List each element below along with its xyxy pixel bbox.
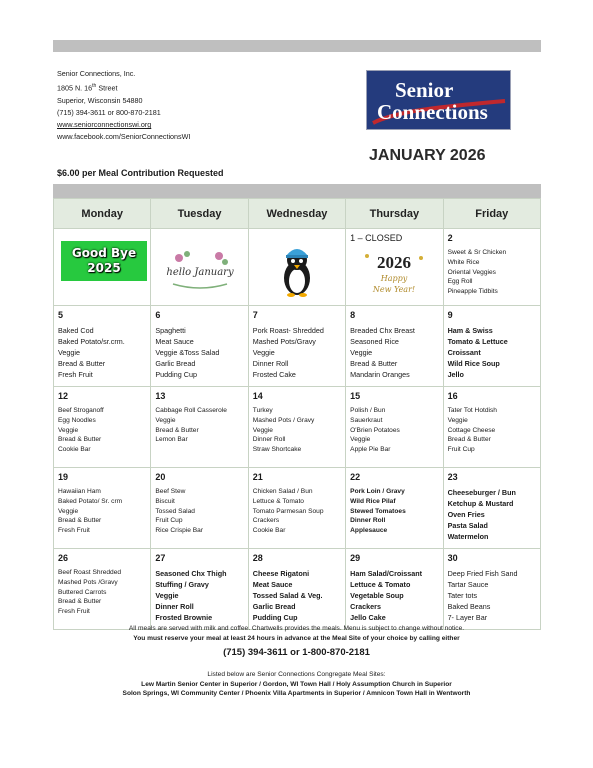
- menu-item: Ham & Swiss: [447, 326, 493, 335]
- menu-item: Fruit Cup: [155, 517, 183, 525]
- contribution-note: $6.00 per Meal Contribution Requested: [57, 168, 224, 178]
- mid-divider-bar: [53, 184, 541, 198]
- day-cell-29: [346, 549, 443, 630]
- menu-item: Cottage Cheese: [447, 426, 496, 434]
- menu-item: Spaghetti: [155, 326, 186, 335]
- menu-item: Beef Stroganoff: [58, 407, 104, 414]
- menu-item: Breaded Chx Breast: [350, 326, 415, 335]
- menu-item: Hawaiian Ham: [58, 488, 101, 495]
- menu-item: Tomato & Lettuce: [447, 337, 508, 346]
- menu-item: Tossed Salad: [155, 507, 195, 515]
- day-header-friday: Friday: [443, 199, 540, 229]
- day-number: 8: [350, 310, 356, 320]
- day-number: 21: [252, 472, 263, 482]
- menu-item: Bread & Butter: [58, 598, 102, 606]
- day-cell-9: [443, 306, 540, 387]
- menu-item: Frosted Cake: [252, 370, 296, 379]
- logo-text-senior: Senior: [395, 78, 454, 102]
- day-number: 30: [447, 553, 458, 563]
- day-cell-8: [346, 306, 443, 387]
- day-cell-12: [54, 387, 151, 468]
- menu-item: Fresh Fruit: [58, 527, 90, 535]
- day-number: 26: [58, 553, 69, 563]
- day-cell-21: [248, 468, 345, 549]
- menu-item: Baked Beans: [447, 602, 491, 611]
- menu-item: Pork Loin / Gravy: [350, 488, 405, 495]
- day-number: 15: [350, 391, 361, 401]
- menu-item: Polish / Bun: [350, 407, 386, 414]
- day-number: 27: [155, 553, 166, 563]
- penguin-icon: [277, 244, 317, 298]
- menu-item: Bread & Butter: [155, 426, 199, 434]
- menu-item: Crackers: [350, 602, 381, 611]
- menu-item: Dinner Roll: [350, 517, 386, 525]
- org-city: Superior, Wisconsin 54880: [57, 95, 143, 105]
- menu-calendar: [53, 198, 541, 630]
- menu-item: Mashed Pots / Gravy: [252, 416, 315, 424]
- menu-item: White Rice: [447, 258, 480, 266]
- menu-item: Dinner Roll: [252, 359, 289, 368]
- day-number: 23: [447, 472, 458, 482]
- day-number: 5: [58, 310, 64, 320]
- svg-text:2026: 2026: [377, 253, 412, 272]
- menu-item: Beef Stew: [155, 488, 186, 495]
- menu-item: Bread & Butter: [58, 359, 106, 368]
- day-number: 13: [155, 391, 166, 401]
- day-cell-7: [248, 306, 345, 387]
- org-name: Senior Connections, Inc.: [57, 69, 136, 78]
- day-header-thursday: Thursday: [346, 199, 443, 229]
- reservation-notice: You must reserve your meal at least 24 hours in advance at the Meal Site of your choice by calling either: [133, 634, 460, 642]
- menu-item: Cabbage Roll Casserole: [155, 407, 227, 414]
- day-cell-19: [54, 468, 151, 549]
- menu-item: Buttered Carrots: [58, 588, 107, 596]
- top-divider-bar: [53, 40, 541, 52]
- day-cell-20: [151, 468, 248, 549]
- menu-item: Tater tots: [447, 591, 478, 600]
- website-link[interactable]: www.seniorconnectionswi.org: [57, 120, 152, 130]
- menu-item: Mashed Pots/Gravy: [252, 337, 316, 346]
- day-cell-6: [151, 306, 248, 387]
- menu-item: Ketchup & Mustard: [447, 499, 514, 508]
- menu-item: Veggie: [58, 426, 79, 434]
- menu-item: Egg Roll: [447, 278, 473, 286]
- day-cell-15: [346, 387, 443, 468]
- menu-item: Veggie: [58, 507, 79, 515]
- day-cell-16: [443, 387, 540, 468]
- menu-item: O'Brien Potatoes: [350, 426, 400, 434]
- svg-text:New Year!: New Year!: [373, 285, 416, 294]
- facebook-link[interactable]: www.facebook.com/SeniorConnectionsWI: [57, 132, 191, 142]
- menu-item: Bread & Butter: [350, 359, 398, 368]
- menu-item: Bread & Butter: [58, 517, 102, 525]
- menu-item: Garlic Bread: [155, 359, 196, 368]
- menu-item: Cheese Rigatoni: [252, 569, 310, 578]
- menu-item: Dinner Roll: [155, 602, 194, 611]
- menu-item: Beef Roast Shredded: [58, 569, 122, 576]
- menu-item: Crackers: [252, 517, 280, 525]
- menu-item: Bread & Butter: [58, 436, 102, 444]
- menu-item: Croissant: [447, 348, 481, 357]
- menu-item: Pudding Cup: [155, 370, 197, 379]
- menu-item: Chicken Salad / Bun: [252, 488, 313, 495]
- menu-item: Jello: [447, 370, 464, 379]
- menu-item: Baked Potato/sr.crm.: [58, 337, 125, 346]
- day-cell-2: [443, 229, 540, 306]
- day-header-wednesday: Wednesday: [248, 199, 345, 229]
- menu-item: Turkey: [252, 407, 273, 414]
- menu-item: Stuffing / Gravy: [155, 580, 209, 589]
- menu-item: Veggie: [252, 426, 273, 434]
- senior-connections-logo: [366, 70, 511, 130]
- menu-item: Baked Cod: [58, 326, 94, 335]
- menu-item: Cookie Bar: [252, 527, 286, 535]
- day-number: 20: [155, 472, 166, 482]
- menu-item: Bread & Butter: [447, 436, 491, 444]
- svg-text:hello January: hello January: [165, 267, 234, 278]
- day-number: 7: [252, 310, 258, 320]
- menu-item: Wild Rice Soup: [447, 359, 500, 368]
- menu-item: Lettuce & Tomato: [350, 580, 411, 589]
- day-cell-hello-january: [151, 229, 248, 306]
- svg-text:Happy: Happy: [381, 274, 408, 283]
- day-cell-26: [54, 549, 151, 630]
- menu-item: Mandarin Oranges: [350, 370, 410, 379]
- day-cell-14: [248, 387, 345, 468]
- meal-sites-heading: Listed below are Senior Connections Congregate Meal Sites:: [207, 671, 386, 678]
- menu-item: Cheeseburger / Bun: [447, 488, 516, 497]
- day-cell-13: [151, 387, 248, 468]
- menu-item: Pork Roast- Shredded: [252, 326, 324, 335]
- day-number: 6: [155, 310, 161, 320]
- week-row-3: [54, 387, 541, 468]
- menu-item: 7- Layer Bar: [447, 613, 488, 622]
- org-info: [57, 68, 190, 144]
- menu-item: Sauerkraut: [350, 416, 383, 424]
- menu-item: Fresh Fruit: [58, 608, 90, 616]
- header: [53, 52, 541, 184]
- menu-item: Mashed Pots /Gravy: [58, 578, 118, 586]
- day-cell-27: [151, 549, 248, 630]
- menu-item: Dinner Roll: [252, 436, 286, 444]
- menu-item: Watermelon: [447, 532, 489, 541]
- org-phone: (715) 394-3611 or 800-870-2181: [57, 108, 161, 117]
- reservation-phone: (715) 394-3611 or 1-800-870-2181: [223, 647, 370, 658]
- day-header-monday: Monday: [54, 199, 151, 229]
- menu-item: Seasoned Rice: [350, 337, 399, 346]
- menu-item: Fruit Cup: [447, 446, 475, 454]
- closed-label: 1 – CLOSED: [350, 233, 403, 243]
- menu-item: Fresh Fruit: [58, 370, 93, 379]
- day-cell-5: [54, 306, 151, 387]
- day-cell-30: [443, 549, 540, 630]
- menu-item: Tater Tot Hotdish: [447, 407, 497, 414]
- menu-item: Veggie: [155, 591, 179, 600]
- logo-text-connections: Connections: [377, 100, 488, 124]
- menu-item: Seasoned Chx Thigh: [155, 569, 227, 578]
- month-title: JANUARY 2026: [369, 147, 486, 164]
- menu-item: Veggie: [350, 348, 373, 357]
- week-row-5: [54, 549, 541, 630]
- day-number: 16: [447, 391, 458, 401]
- org-address: 1805 N. 16th Street: [57, 83, 118, 93]
- week-row-1: [54, 229, 541, 306]
- day-number: 2: [447, 233, 453, 243]
- menu-item: Veggie: [252, 348, 275, 357]
- menu-item: Tomato Parmesan Soup: [252, 507, 324, 515]
- menu-item: Frosted Brownie: [155, 613, 213, 622]
- meal-sites-line-2: Solon Springs, WI Community Center / Phoenix Villa Apartments in Superior / Amnicon Town Hall in Wentworth: [122, 690, 471, 697]
- day-cell-28: [248, 549, 345, 630]
- goodbye-2025-image: [61, 241, 147, 281]
- meal-sites-line-1: Lew Martin Senior Center in Superior / Gordon, WI Town Hall / Holy Assumption Church in Superior: [141, 680, 452, 688]
- menu-item: Stewed Tomatoes: [350, 507, 406, 515]
- menu-item: Pudding Cup: [252, 613, 298, 622]
- day-number: 12: [58, 391, 69, 401]
- menu-item: Meat Sauce: [155, 337, 194, 346]
- menu-item: Oriental Veggies: [447, 268, 496, 276]
- menu-item: Pasta Salad: [447, 521, 488, 530]
- menu-item: Oven Fries: [447, 510, 485, 519]
- day-cell-22: [346, 468, 443, 549]
- menu-item: Cookie Bar: [58, 446, 91, 454]
- menu-item: Straw Shortcake: [252, 446, 302, 454]
- menu-item: 2025: [87, 261, 121, 275]
- menu-item: Tartar Sauce: [447, 580, 489, 589]
- menu-item: Veggie: [447, 416, 468, 424]
- day-number: 29: [350, 553, 361, 563]
- menu-item: Vegetable Soup: [350, 591, 404, 600]
- menu-item: Veggie: [58, 348, 80, 357]
- menu-page: [53, 40, 541, 630]
- menu-item: Ham Salad/Croissant: [350, 569, 423, 578]
- week-row-4: [54, 468, 541, 549]
- menu-item: Biscuit: [155, 497, 175, 505]
- day-number: 22: [350, 472, 361, 482]
- menu-item: Deep Fried Fish Sand: [447, 569, 518, 578]
- day-cell-goodbye: [54, 229, 151, 306]
- day-number: 14: [252, 391, 263, 401]
- menu-item: Wild Rice Pilaf: [350, 497, 396, 505]
- meal-notice: All meals are served with milk and coffee. Chartwells provides the meals. Menu is subject to change without notice.: [128, 625, 465, 632]
- day-cell-1-closed: [346, 229, 443, 306]
- menu-item: Good Bye: [71, 246, 137, 260]
- menu-item: Veggie: [155, 416, 176, 424]
- menu-item: Applesauce: [350, 527, 388, 535]
- happy-new-year-image: [359, 248, 429, 298]
- footer-notes: [0, 624, 593, 699]
- day-cell-penguin: [248, 229, 345, 306]
- week-row-2: [54, 306, 541, 387]
- menu-item: Jello Cake: [350, 613, 386, 622]
- menu-item: Lettuce & Tomato: [252, 497, 304, 505]
- day-header-tuesday: Tuesday: [151, 199, 248, 229]
- menu-item: Pineapple Tidbits: [447, 288, 498, 296]
- menu-item: Veggie &Toss Salad: [155, 348, 220, 357]
- menu-item: Rice Crispie Bar: [155, 527, 204, 535]
- menu-item: Lemon Bar: [155, 436, 188, 444]
- menu-item: Garlic Bread: [252, 602, 296, 611]
- hello-january-image: [165, 244, 235, 294]
- menu-item: Tossed Salad & Veg.: [252, 591, 323, 600]
- menu-item: Egg Noodles: [58, 416, 96, 424]
- menu-item: Apple Pie Bar: [350, 446, 391, 454]
- day-number: 19: [58, 472, 69, 482]
- day-number: 28: [252, 553, 263, 563]
- menu-item: Sweet & Sr Chicken: [447, 249, 507, 256]
- day-cell-23: [443, 468, 540, 549]
- menu-item: Baked Potato/ Sr. crm: [58, 497, 123, 505]
- menu-item: Veggie: [350, 436, 371, 444]
- weekday-header-row: [54, 199, 541, 229]
- day-number: 9: [447, 310, 453, 320]
- menu-item: Meat Sauce: [252, 580, 293, 589]
